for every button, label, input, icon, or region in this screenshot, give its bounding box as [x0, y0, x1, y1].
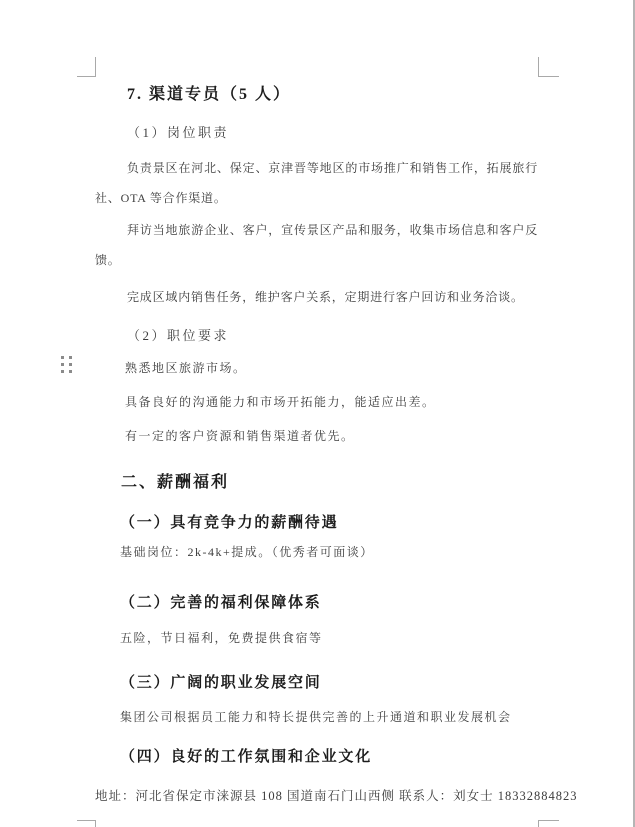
drag-dot: [61, 370, 64, 373]
benefit-body: 集团公司根据员工能力和特长提供完善的上升通道和职业发展机会: [120, 710, 512, 724]
margin-corner-mark-top-right: [538, 57, 559, 77]
requirement-item: 有一定的客户资源和销售渠道者优先。: [125, 429, 355, 443]
compensation-heading: 二、薪酬福利: [121, 474, 230, 491]
benefit-body: 基础岗位：2k-4k+提成。（优秀者可面谈）: [120, 545, 374, 559]
benefit-heading: （一）具有竞争力的薪酬待遇: [120, 515, 339, 531]
requirements-subheading: （2）职位要求: [127, 328, 230, 343]
drag-dot: [69, 370, 72, 373]
duty-paragraph: 负责景区在河北、保定、京津晋等地区的市场推广和销售工作，拓展旅行社、OTA 等合作渠道。: [95, 161, 538, 205]
drag-dot: [61, 363, 64, 366]
requirement-item: 熟悉地区旅游市场。: [125, 361, 247, 375]
drag-dot: [69, 363, 72, 366]
drag-handle-icon[interactable]: [61, 356, 72, 373]
benefit-body: 五险，节日福利，免费提供食宿等: [120, 631, 323, 645]
duties-subheading: （1）岗位职责: [127, 125, 230, 140]
requirement-item: 具备良好的沟通能力和市场开拓能力，能适应出差。: [125, 395, 436, 409]
duty-paragraph: 完成区域内销售任务，维护客户关系，定期进行客户回访和业务洽谈。: [127, 290, 524, 304]
margin-corner-mark-bottom-left: [77, 820, 96, 827]
benefit-heading: （三）广阔的职业发展空间: [120, 675, 322, 691]
margin-corner-mark-top-left: [77, 57, 96, 77]
footer-contact-line: 地址：河北省保定市涞源县 108 国道南石门山西侧 联系人：刘女士 18332884823: [95, 789, 578, 803]
benefit-heading: （二）完善的福利保障体系: [120, 595, 322, 611]
duty-paragraph: 拜访当地旅游企业、客户，宣传景区产品和服务，收集市场信息和客户反馈。: [95, 223, 538, 267]
drag-dot: [61, 356, 64, 359]
margin-corner-mark-bottom-right: [538, 820, 559, 827]
drag-dot: [69, 356, 72, 359]
section7-heading: 7. 渠道专员（5 人）: [127, 86, 292, 103]
benefit-heading: （四）良好的工作氛围和企业文化: [120, 749, 373, 765]
